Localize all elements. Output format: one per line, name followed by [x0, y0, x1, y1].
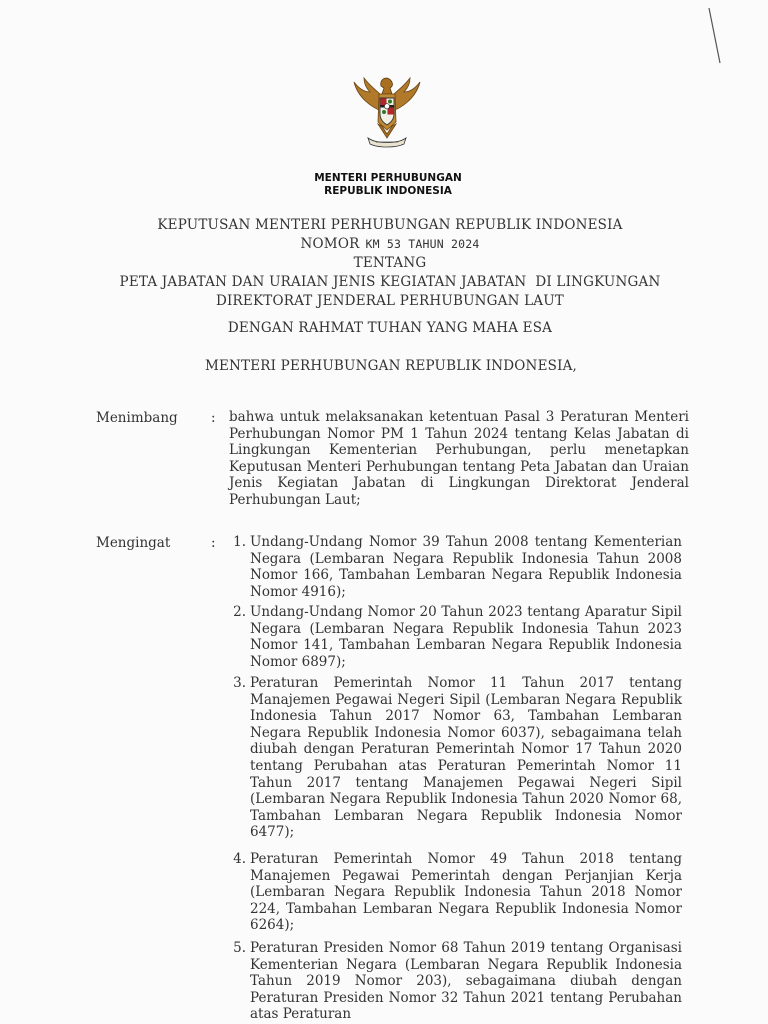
- list-item-text: Peraturan Presiden Nomor 68 Tahun 2019 tentang Organisasi Kementerian Negara (Lembaran Negara Republik Indonesia Tahun 2019 Nomor 203), sebagaimana diubah dengan Peraturan Presiden Nomor 32 Tahun 2021 tentang Perubahan atas Peraturan: [250, 940, 682, 1023]
- garuda-emblem-icon: [346, 72, 428, 154]
- mengingat-colon: :: [211, 535, 216, 551]
- decree-title-line: KEPUTUSAN MENTERI PERHUBUNGAN REPUBLIK INDONESIA: [157, 217, 623, 233]
- decree-number-value: KM 53 TAHUN 2024: [365, 237, 480, 251]
- decree-subject-line-1: PETA JABATAN DAN URAIAN JENIS KEGIATAN JABATAN DI LINGKUNGAN: [119, 274, 661, 290]
- list-item-number: 4.: [233, 851, 246, 867]
- decree-number-line: [0, 235, 768, 254]
- issuer-heading: [0, 172, 768, 198]
- decree-number-label: NOMOR: [300, 236, 360, 252]
- list-item-text: Peraturan Pemerintah Nomor 49 Tahun 2018 tentang Manajemen Pegawai Pemerintah dengan Perjanjian Kerja (Lembaran Negara Republik Indonesia Tahun 2018 Nomor 224, Tambahan Lembaran Negara Republik Indonesia Nomor 6264);: [250, 851, 682, 934]
- menimbang-text: bahwa untuk melaksanakan ketentuan Pasal 3 Peraturan Menteri Perhubungan Nomor PM 1 Tahun 2024 tentang Kelas Jabatan di Lingkungan Kementerian Perhubungan, perlu menetapkan Keputusan Menteri Perhubungan tentang Peta Jabatan dan Uraian Jenis Kegiatan Jabatan di Lingkungan Direktorat Jenderal Perhubungan Laut;: [229, 409, 689, 508]
- list-item-text: Undang-Undang Nomor 20 Tahun 2023 tentang Aparatur Sipil Negara (Lembaran Negara Republik Indonesia Tahun 2023 Nomor 141, Tambahan Lembaran Negara Republik Indonesia Nomor 6897);: [250, 604, 682, 670]
- list-item-number: 1.: [233, 534, 246, 550]
- issuer-line-2: REPUBLIK INDONESIA: [324, 185, 452, 197]
- list-item-number: 5.: [233, 940, 246, 956]
- issuer-line-1: MENTERI PERHUBUNGAN: [314, 172, 462, 184]
- scan-artifact-line: [700, 8, 730, 68]
- list-item-number: 2.: [233, 604, 246, 620]
- rahmat-line: DENGAN RAHMAT TUHAN YANG MAHA ESA: [227, 320, 553, 336]
- menimbang-colon: :: [211, 410, 216, 426]
- list-item-number: 3.: [233, 675, 246, 691]
- menimbang-label: Menimbang: [96, 410, 178, 426]
- list-item-text: Undang-Undang Nomor 39 Tahun 2008 tentang Kementerian Negara (Lembaran Negara Republik Indonesia Tahun 2008 Nomor 166, Tambahan Lembaran Negara Republik Indonesia Nomor 4916);: [250, 534, 682, 600]
- decree-subject-line-2: DIREKTORAT JENDERAL PERHUBUNGAN LAUT: [215, 293, 565, 309]
- tentang-label: TENTANG: [353, 255, 427, 271]
- decree-title: [0, 216, 768, 311]
- minister-line: MENTERI PERHUBUNGAN REPUBLIK INDONESIA,: [204, 358, 578, 374]
- list-item-text: Peraturan Pemerintah Nomor 11 Tahun 2017 tentang Manajemen Pegawai Negeri Sipil (Lembaran Negara Republik Indonesia Tahun 2017 Nomor 63, Tambahan Lembaran Negara Republik Indonesia Nomor 6037), sebagaimana telah diubah dengan Peraturan Pemerintah Nomor 17 Tahun 2020 tentang Perubahan atas Peraturan Pemerintah Nomor 11 Tahun 2017 tentang Manajemen Pegawai Negeri Sipil (Lembaran Negara Republik Indonesia Tahun 2020 Nomor 68, Tambahan Lembaran Negara Republik Indonesia Nomor 6477);: [250, 675, 682, 841]
- mengingat-label: Mengingat: [96, 535, 171, 551]
